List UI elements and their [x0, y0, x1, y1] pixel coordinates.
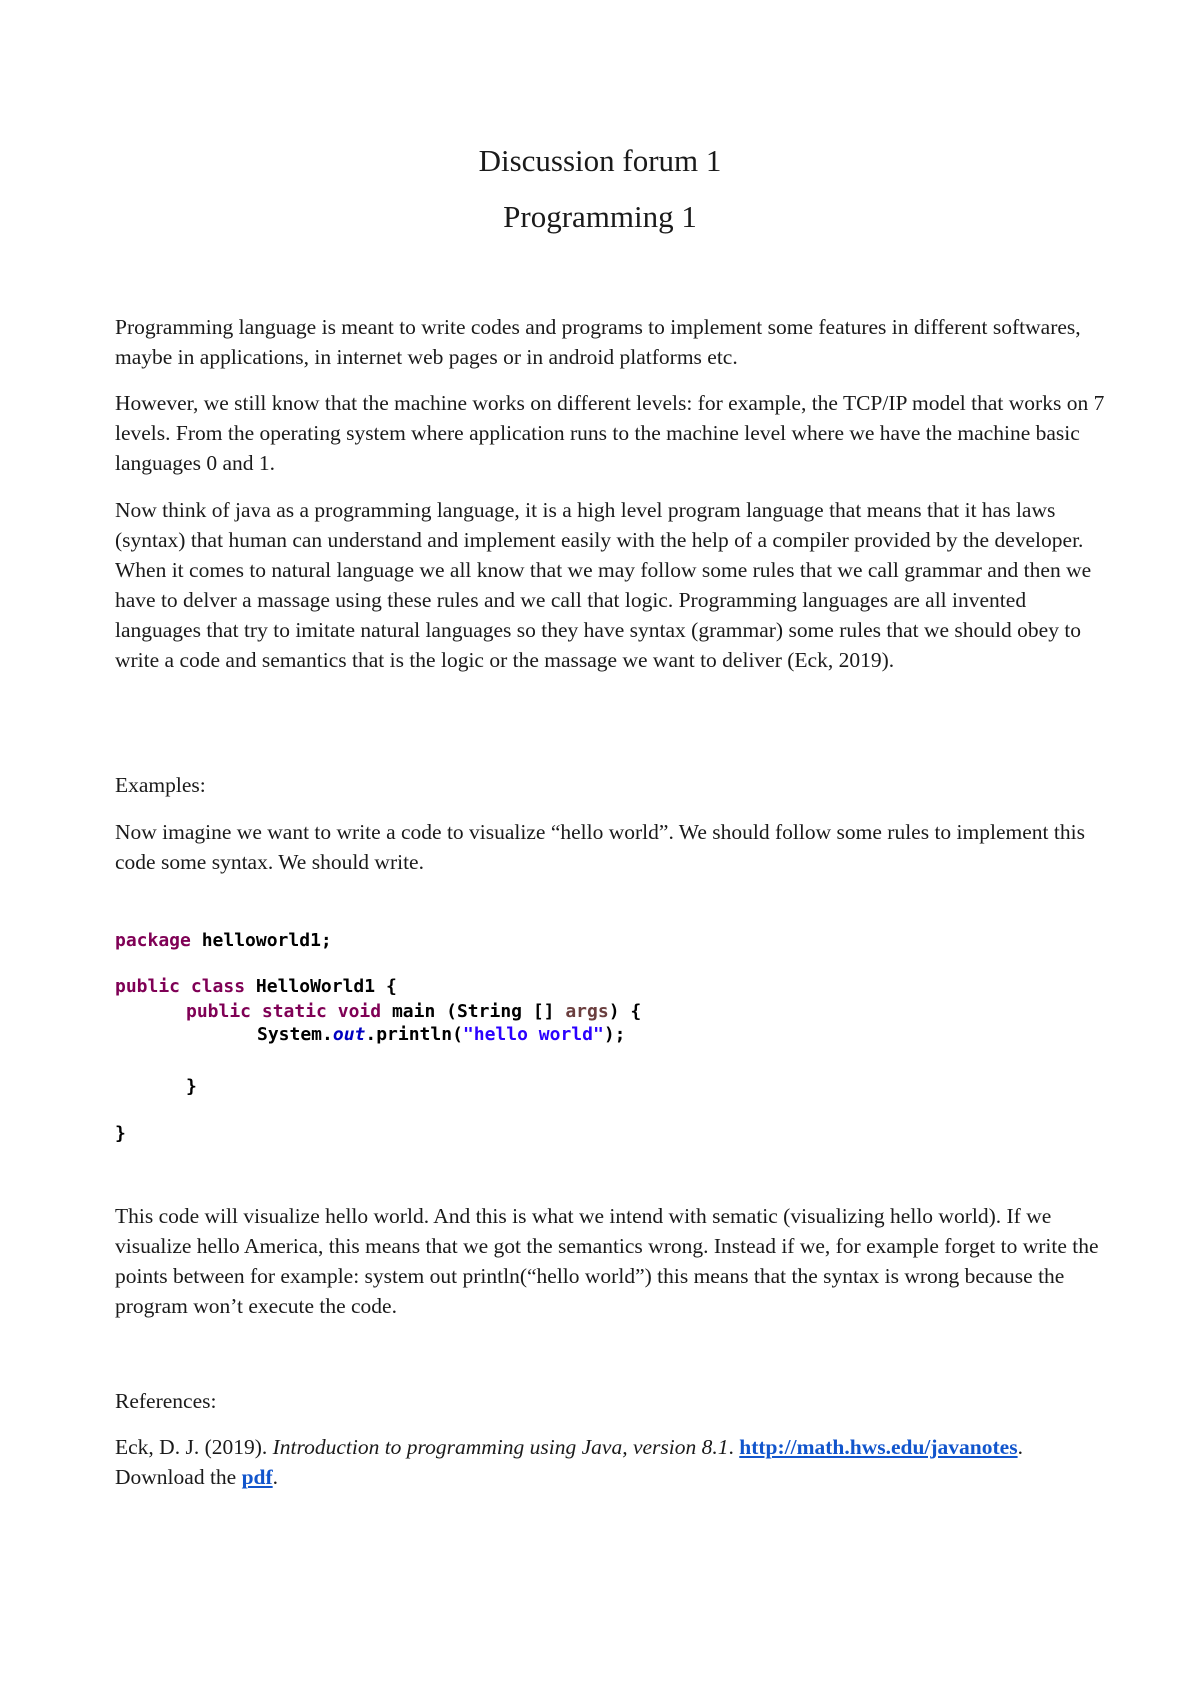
code-keyword: package — [115, 930, 191, 951]
code-block — [115, 930, 915, 1203]
paragraph-java: Now think of java as a programming language, it is a high level program language that means that it has laws (syntax) that human can understand and implement easily with the help of a compiler provided by the developer. When it comes to natural language we all know that we may follow some rules that we call grammar and then we have to delver a massage using these rules and we call that logic. Programming languages are all invented languages that try to imitate natural languages so they have syntax (grammar) some rules that we should obey to write a code and semantics that is the logic or the massage we want to deliver (Eck, 2019). — [115, 498, 1092, 672]
document-title: Discussion forum 1 — [478, 143, 722, 178]
reference-author: Eck, D. J. (2019). — [115, 1435, 273, 1459]
code-string: "hello world" — [462, 1024, 604, 1045]
code-line-main — [186, 1001, 641, 1022]
code-text: .println( — [365, 1024, 463, 1045]
examples-heading: Examples: — [115, 773, 206, 797]
reference-url-link[interactable]: http://math.hws.edu/javanotes — [739, 1435, 1018, 1459]
code-text: ) { — [608, 1001, 642, 1022]
paragraph-intro: Programming language is meant to write codes and programs to implement some features in different softwares, maybe in applications, in internet web pages or in android platforms etc. — [115, 315, 1081, 369]
code-text: helloworld1; — [190, 930, 332, 951]
code-text: HelloWorld1 { — [245, 976, 397, 997]
reference-entry — [115, 1432, 1105, 1492]
code-parameter: args — [565, 1001, 609, 1022]
code-line-package — [115, 930, 332, 951]
code-line-close-inner: } — [186, 1076, 197, 1097]
reference-download-text: . Download the — [115, 1435, 1023, 1489]
code-keyword: public — [186, 1001, 252, 1022]
reference-separator: . — [728, 1435, 740, 1459]
paragraph-hello-world: Now imagine we want to write a code to visualize “hello world”. We should follow some rules to implement this code some syntax. We should write. — [115, 820, 1085, 874]
document-subtitle: Programming 1 — [503, 199, 697, 234]
code-line-close-outer: } — [115, 1123, 126, 1144]
reference-title: Introduction to programming using Java, version 8.1 — [272, 1435, 729, 1459]
reference-end: . — [272, 1465, 279, 1489]
code-keyword: static — [261, 1001, 327, 1022]
reference-pdf-link[interactable]: pdf — [241, 1465, 273, 1489]
code-text: ); — [603, 1024, 626, 1045]
code-text: main (String [] — [381, 1001, 566, 1022]
paragraph-levels: However, we still know that the machine works on different levels: for example, the TCP/IP model that works on 7 levels. From the operating system where application runs to the machine level where we have the machine basic languages 0 and 1. — [115, 391, 1105, 475]
references-heading: References: — [115, 1389, 217, 1413]
code-keyword: public — [115, 976, 181, 997]
code-line-class — [115, 976, 397, 997]
paragraph-semantics: This code will visualize hello world. And this is what we intend with sematic (visualizing hello world). If we visualize hello America, this means that we got the semantics wrong. Instead if we, for example forget to write the points between for example: system out println(“hello world”) this means that the syntax is wrong because the program won’t execute the code. — [115, 1204, 1099, 1318]
code-text: System. — [257, 1024, 333, 1045]
code-static-field: out — [332, 1024, 366, 1045]
code-keyword: void — [337, 1001, 382, 1022]
code-line-println — [257, 1024, 626, 1045]
code-keyword: class — [190, 976, 246, 997]
